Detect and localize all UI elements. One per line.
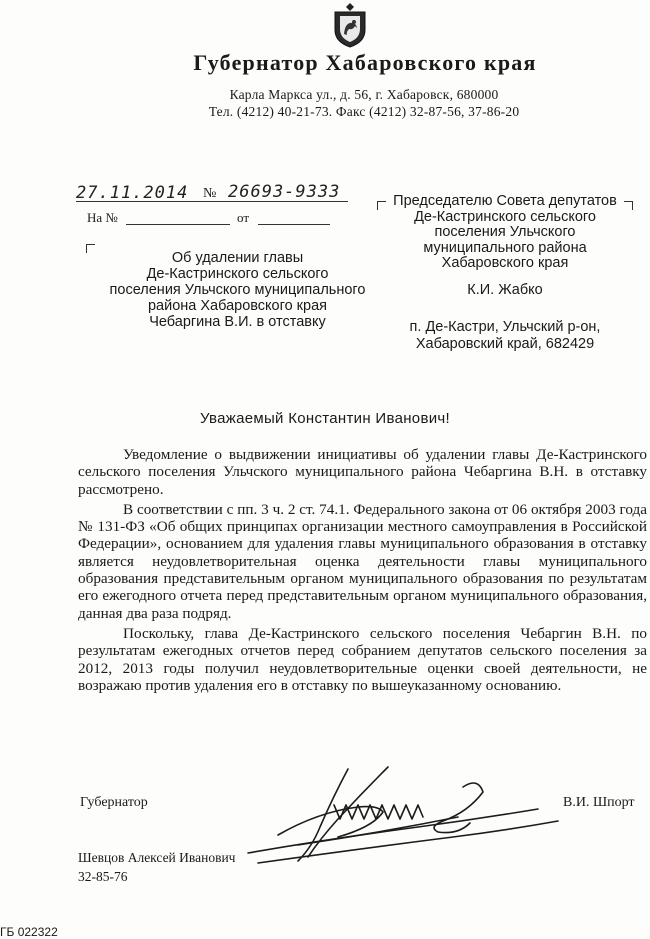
addressee-place-line: Хабаровский край, 682429	[415, 336, 595, 352]
form-serial-code: ГБ 022322	[0, 925, 58, 939]
addressee-block	[375, 194, 635, 272]
signatory-name: В.И. Шпорт	[563, 795, 635, 810]
reference-label: На №	[87, 210, 118, 225]
addressee-line: поселения Ульчского	[434, 224, 576, 241]
registration-number-label: №	[203, 186, 217, 201]
handwritten-signature	[238, 757, 568, 872]
addressee-name: К.И. Жабко	[467, 282, 543, 298]
subject-line: Об удалении главы	[171, 250, 304, 266]
addressee-line: Председателю Совета депутатов	[393, 193, 617, 209]
salutation: Уважаемый Константин Иванович!	[200, 410, 450, 427]
registration-date: 27.11.2014	[76, 183, 189, 203]
body-paragraph: Уведомление о выдвижении инициативы об удалении главы Де-Кастринского сельского поселения Ульчского муниципального района Чебаргина В.Н. в отставку рассмотрено.	[78, 446, 647, 498]
executor-phone: 32-85-76	[78, 869, 128, 884]
letterhead-address: Карла Маркса ул., д. 56, г. Хабаровск, 680000	[229, 87, 499, 102]
addressee-place-line: п. Де-Кастри, Ульчский р-он,	[409, 319, 601, 335]
registration-number: 26693-9333	[228, 182, 341, 202]
reference-date-line	[258, 224, 330, 225]
executor-name: Шевцов Алексей Иванович	[78, 850, 236, 865]
addressee-line: Де-Кастринского сельского	[414, 208, 596, 225]
subject-line: Де-Кастринского сельского	[146, 266, 329, 282]
subject-line: района Хабаровского края	[147, 298, 328, 314]
letter-body	[78, 446, 647, 694]
registration-underline	[76, 201, 348, 202]
letterhead-title: Губернатор Хабаровского края	[193, 50, 537, 75]
body-paragraph: Поскольку, глава Де-Кастринского сельского поселения Чебаргин В.Н. по результатам ежегодных отчетов перед собранием депутатов сельского поселения за 2012, 2013 годы получил неудовлетворительные оценки своей деятельности, не возражаю против удаления его в отставку по вышеуказанному основанию.	[78, 624, 647, 694]
coat-of-arms-icon	[331, 2, 369, 48]
letterhead-contacts: Тел. (4212) 40-21-73. Факс (4212) 32-87-56, 37-86-20	[208, 104, 520, 119]
reference-date-label: от	[237, 210, 250, 225]
body-paragraph: В соответствии с пп. 3 ч. 2 ст. 74.1. Федерального закона от 06 октября 2003 года № 131-ФЗ «Об общих принципах организации местного самоуправления в Российской Федерации», основанием для удаления главы муниципального образования в отставку является неудовлетворительная оценка деятельности главы муниципального образования представительным органом муниципального образования по результатам его ежегодного отчета перед представительным органом муниципального образования, данная два раза подряд.	[78, 500, 647, 622]
addressee-line: муниципального района	[423, 239, 587, 256]
signatory-role: Губернатор	[80, 795, 148, 810]
letter-subject	[95, 250, 380, 330]
subject-corner-left	[86, 244, 95, 253]
reference-number-line	[126, 224, 230, 225]
addressee-line: Хабаровского края	[441, 255, 569, 272]
subject-line: поселения Ульчского муниципального	[109, 282, 366, 298]
subject-line: Чебаргина В.И. в отставку	[149, 314, 326, 330]
addressee-place	[375, 319, 635, 353]
